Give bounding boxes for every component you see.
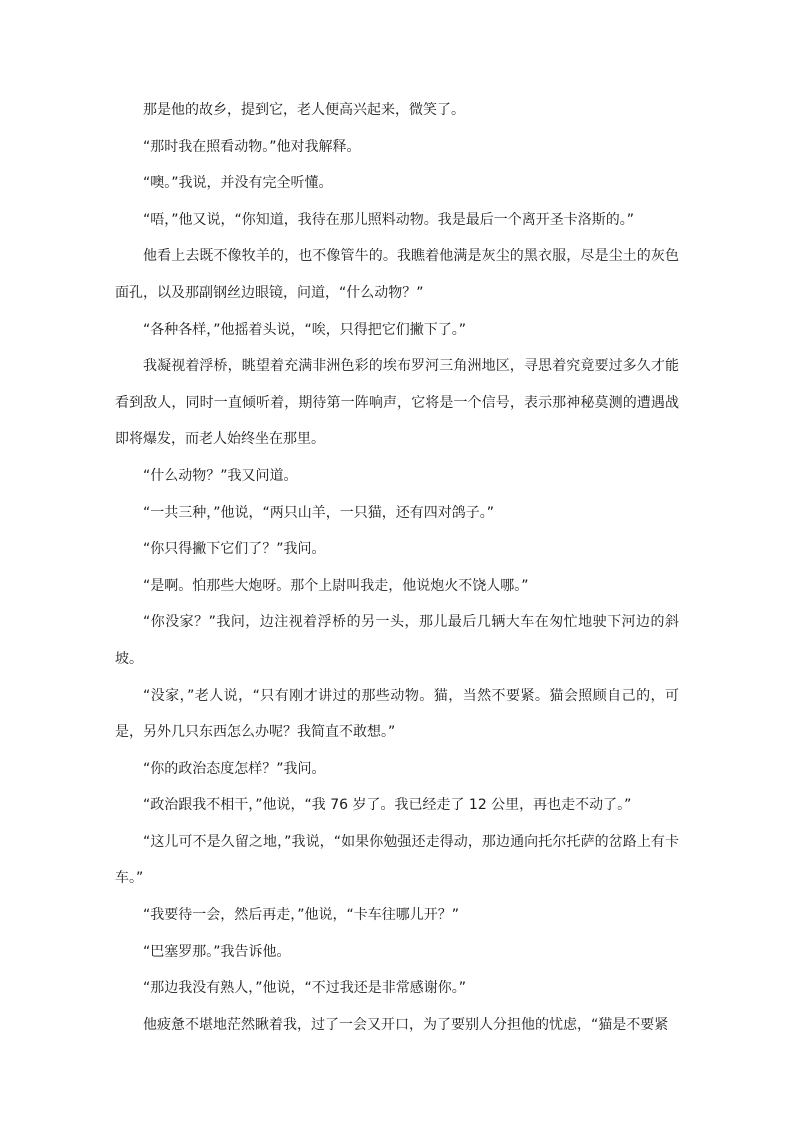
paragraph: “各种各样，”他摇着头说，“唉，只得把它们撇下了。” [143,321,467,338]
paragraph: “你没家？”我问，边注视着浮桥的另一头，那儿最后几辆大车在匆忙地驶下河边的斜坡。 [115,614,679,667]
paragraph: “什么动物？”我又问道。 [143,467,298,484]
paragraph: “巴塞罗那。”我告诉他。 [143,943,291,960]
paragraph: 他疲惫不堪地茫然瞅着我，过了一会又开口，为了要别人分担他的忧虑，“猫是不要紧 [143,1016,669,1033]
paragraph: “那边我没有熟人，”他说，“不过我还是非常感谢你。” [143,980,467,997]
paragraph: “那时我在照看动物。”他对我解释。 [143,138,361,155]
paragraph: “噢。”我说，并没有完全听懂。 [143,175,333,192]
paragraph: “我要待一会，然后再走，”他说，“卡车往哪儿开？” [143,907,460,924]
paragraph: “是啊。怕那些大炮呀。那个上尉叫我走，他说炮火不饶人哪。” [143,577,529,594]
story-text [115,92,679,1043]
paragraph: 那是他的故乡，提到它，老人便高兴起来，微笑了。 [143,102,465,118]
paragraph: “你的政治态度怎样？”我问。 [143,760,326,777]
paragraph: “这儿可不是久留之地，”我说，“如果你勉强还走得动，那边通向托尔托萨的岔路上有卡车。” [115,833,679,887]
paragraph: “你只得撇下它们了？”我问。 [143,541,326,558]
paragraph: 我凝视着浮桥，眺望着充满非洲色彩的埃布罗河三角洲地区，寻思着究竟要过多久才能看到敌人，同时一直倾听着，期待第一阵响声，它将是一个信号，表示那神秘莫测的遭遇战即将爆发，而老人始终坐在那里。 [115,358,679,448]
paragraph: “政治跟我不相干，”他说，“我 76 岁了。我已经走了 12 公里，再也走不动了。” [143,797,632,814]
paragraph: “没家，”老人说，“只有刚才讲过的那些动物。猫，当然不要紧。猫会照顾自己的，可是，另外几只东西怎么办呢？我简直不敢想。” [115,687,679,741]
paragraph: “一共三种，”他说，“两只山羊，一只猫，还有四对鸽子。” [143,504,495,521]
paragraph: “唔，”他又说，“你知道，我待在那儿照料动物。我是最后一个离开圣卡洛斯的。” [143,211,635,228]
paragraph: 他看上去既不像牧羊的，也不像管牛的。我瞧着他满是灰尘的黑衣服，尽是尘土的灰色面孔，以及那副钢丝边眼镜，问道，“什么动物？” [115,248,679,301]
